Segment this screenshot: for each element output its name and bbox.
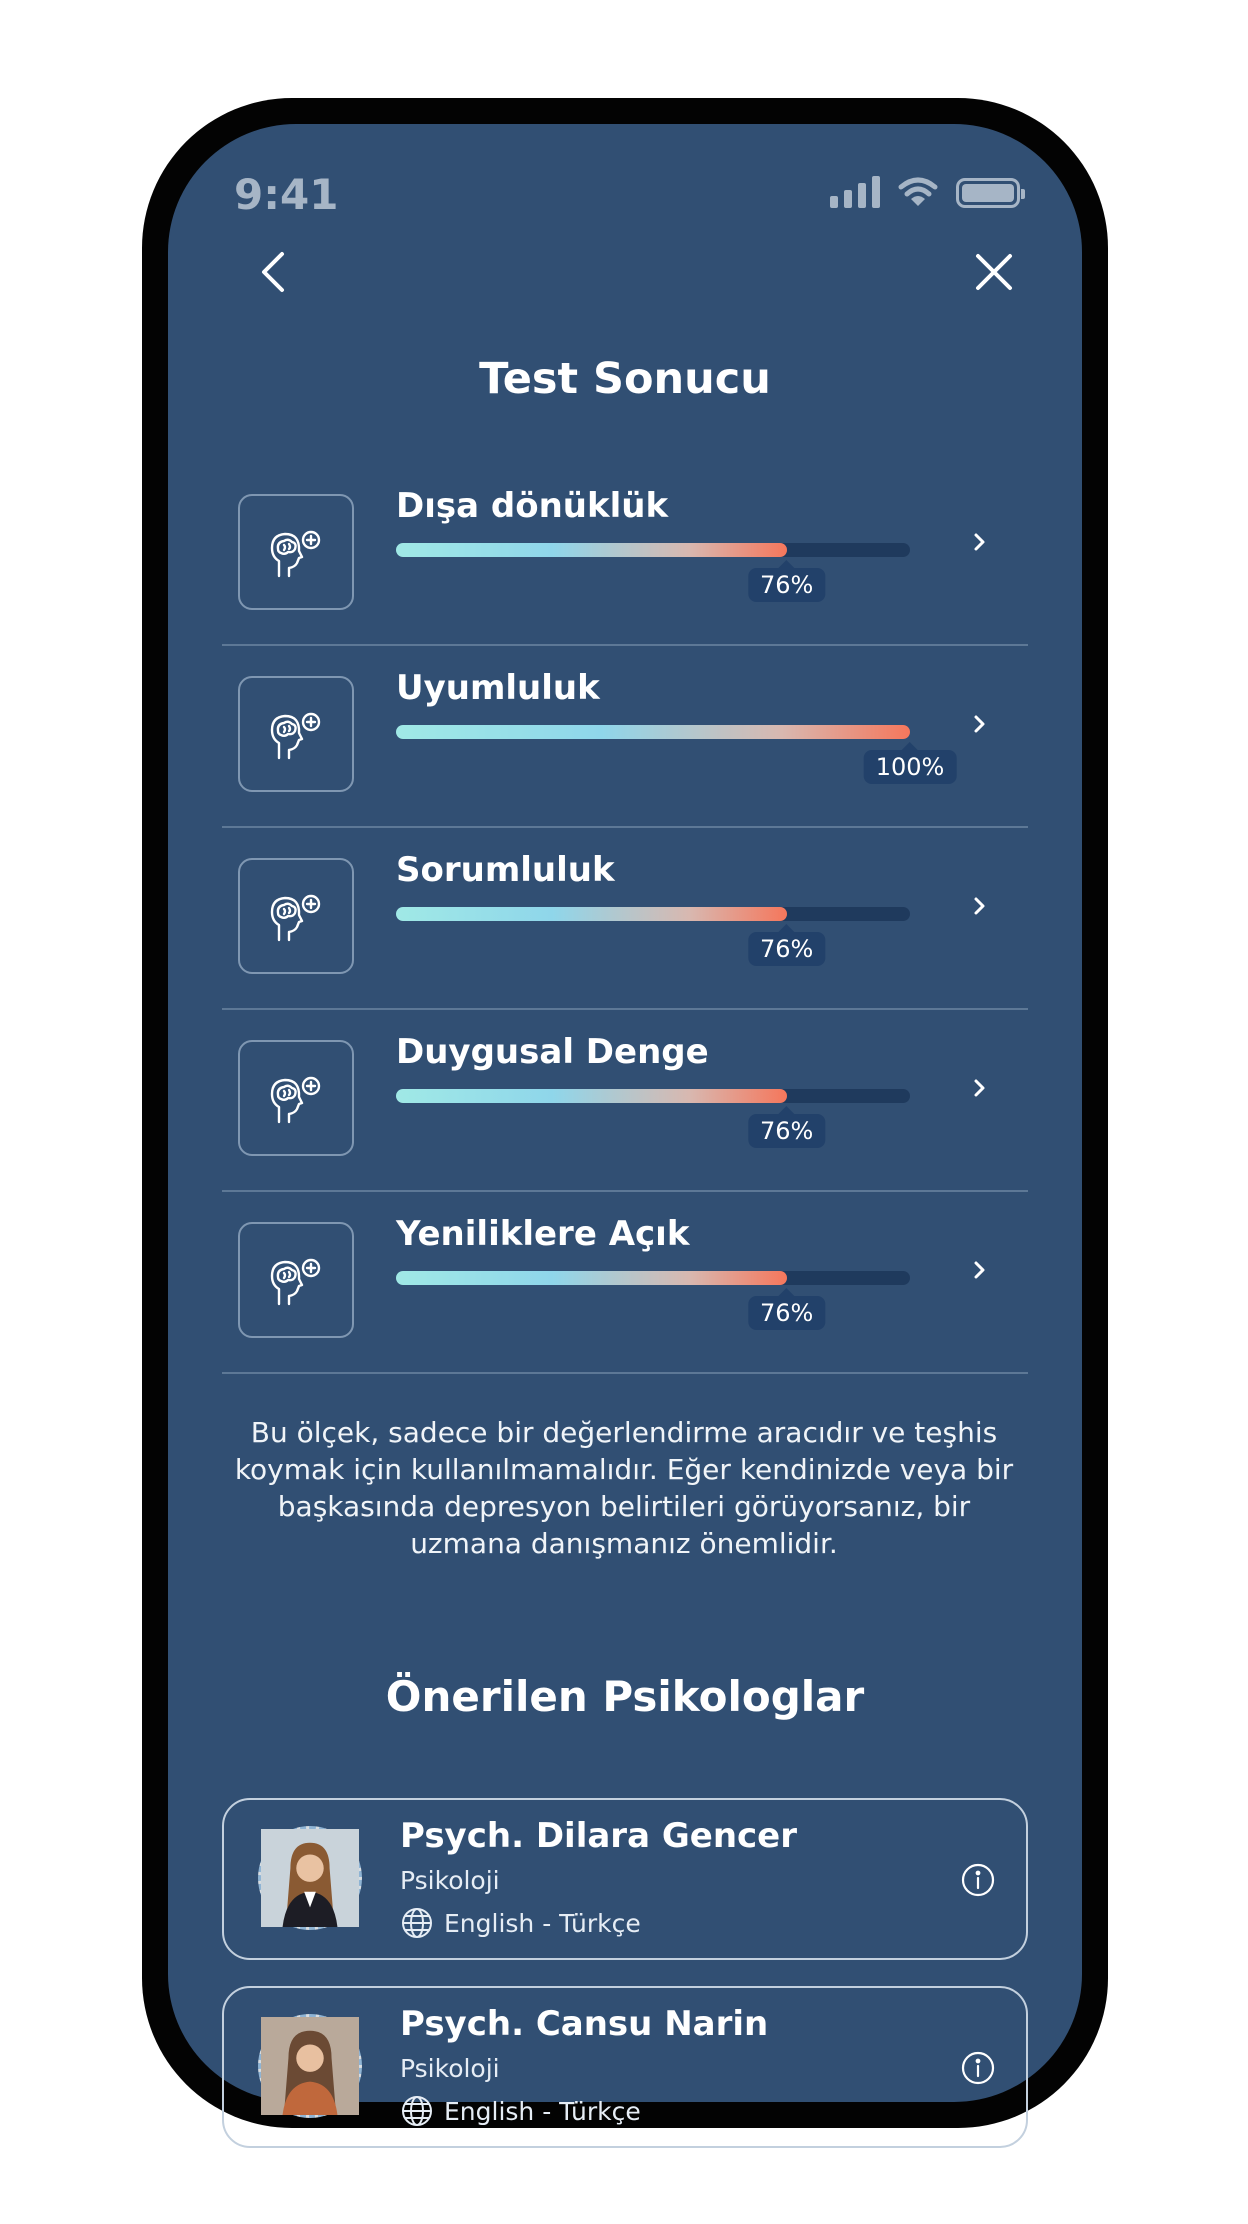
wifi-icon: [898, 176, 938, 208]
progress-fill: [396, 907, 787, 921]
psychologist-card[interactable]: [222, 1798, 1028, 1960]
progress-fill: [396, 1271, 787, 1285]
percent-badge: 100%: [864, 750, 957, 784]
psychologist-name: Psych. Cansu Narin: [400, 2004, 769, 2044]
recommended-title: Önerilen Psikologlar: [385, 1672, 865, 1721]
language-row: [400, 2094, 641, 2128]
trait-icon-box: [238, 858, 354, 974]
person-photo: [261, 1829, 359, 1927]
page-title: Test Sonucu: [479, 354, 771, 404]
psychologist-languages: English - Türkçe: [444, 2096, 641, 2126]
progress-track: [396, 543, 910, 557]
brain-head-plus-icon: [264, 1248, 328, 1312]
status-time: 9:41: [234, 170, 339, 219]
info-circle-icon[interactable]: [960, 1862, 996, 1898]
trait-icon-box: [238, 494, 354, 610]
close-icon[interactable]: [966, 244, 1022, 300]
brain-head-plus-icon: [264, 1066, 328, 1130]
globe-icon: [400, 2094, 434, 2128]
trait-name: Uyumluluk: [396, 668, 600, 708]
progress-fill: [396, 725, 910, 739]
signal-icon: [830, 176, 880, 208]
percent-badge: 76%: [748, 1114, 825, 1148]
avatar: [258, 1826, 362, 1930]
percent-badge: 76%: [748, 932, 825, 966]
brain-head-plus-icon: [264, 702, 328, 766]
chevron-right-icon: [968, 1072, 992, 1104]
trait-icon-box: [238, 1040, 354, 1156]
result-row-emotional-stability[interactable]: [222, 1010, 1028, 1192]
psychologist-name: Psych. Dilara Gencer: [400, 1816, 798, 1856]
chevron-right-icon: [968, 526, 992, 558]
result-row-openness[interactable]: [222, 1192, 1028, 1374]
results-list: [222, 464, 1028, 1374]
person-photo: [261, 2017, 359, 2115]
result-row-conscientiousness[interactable]: [222, 828, 1028, 1010]
result-row-agreeableness[interactable]: [222, 646, 1028, 828]
progress-track: [396, 1089, 910, 1103]
progress-track: [396, 1271, 910, 1285]
progress-track: [396, 725, 910, 739]
info-circle-icon[interactable]: [960, 2050, 996, 2086]
brain-head-plus-icon: [264, 520, 328, 584]
chevron-right-icon: [968, 708, 992, 740]
trait-name: Duygusal Denge: [396, 1032, 709, 1072]
progress-track: [396, 907, 910, 921]
trait-name: Sorumluluk: [396, 850, 615, 890]
chevron-right-icon: [968, 1254, 992, 1286]
psychologist-specialty: Psikoloji: [400, 1866, 500, 1895]
trait-name: Yeniliklere Açık: [396, 1214, 690, 1254]
battery-icon: [956, 178, 1020, 208]
trait-icon-box: [238, 676, 354, 792]
percent-badge: 76%: [748, 568, 825, 602]
brain-head-plus-icon: [264, 884, 328, 948]
status-icons: [830, 176, 1020, 208]
progress-fill: [396, 543, 787, 557]
psychologist-card[interactable]: [222, 1986, 1028, 2148]
language-row: [400, 1906, 641, 1940]
app-screen: [168, 124, 1082, 2126]
result-row-extraversion[interactable]: [222, 464, 1028, 646]
disclaimer-text: Bu ölçek, sadece bir değerlendirme aracıdır ve teşhis koymak için kullanılmamalıdır. Eğer kendinizde veya bir başkasında depresyon belirtileri görüyorsanız, bir uzmana danışmanız önemlidir.: [234, 1416, 1014, 1560]
trait-icon-box: [238, 1222, 354, 1338]
psychologist-languages: English - Türkçe: [444, 1908, 641, 1938]
chevron-left-icon[interactable]: [248, 244, 304, 300]
chevron-right-icon: [968, 890, 992, 922]
progress-fill: [396, 1089, 787, 1103]
psychologist-specialty: Psikoloji: [400, 2054, 500, 2083]
avatar: [258, 2014, 362, 2118]
trait-name: Dışa dönüklük: [396, 486, 669, 526]
globe-icon: [400, 1906, 434, 1940]
percent-badge: 76%: [748, 1296, 825, 1330]
